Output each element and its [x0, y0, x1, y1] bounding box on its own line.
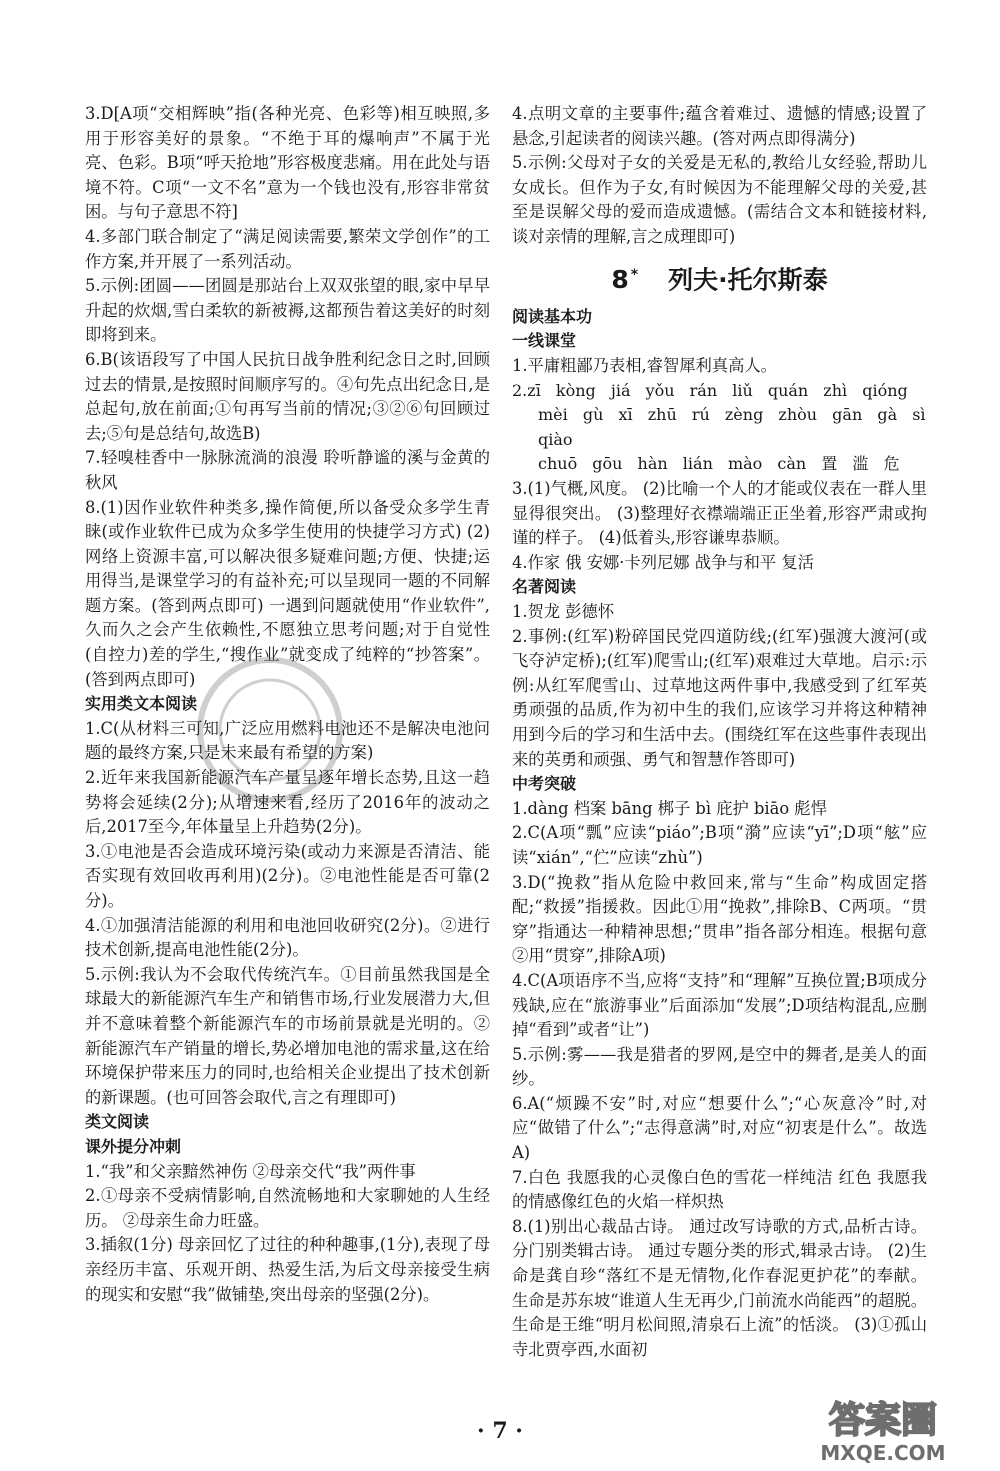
answer-item: 4.作家 俄 安娜·卡列尼娜 战争与和平 复活: [512, 552, 814, 572]
answer-item: 1.平庸粗鄙乃表相,睿智犀利真高人。: [512, 356, 777, 376]
section-heading: 阅读基本功: [512, 306, 593, 326]
answer-item: 2.事例:(红军)粉碎国民党四道防线;(红军)强渡大渡河(或飞夺泸定桥);(红军)爬雪山;(红军)艰难过大草地。启示:示例:从红军爬雪山、过草地这两件事中,我感受到了红军英勇顽强的品质,作为初中生的我们,应该学习并将这种精神用到今后的学习和生活中去。(围绕红军在这些事件表现出来的英勇和顽强、勇气和智慧作答即可): [512, 626, 927, 769]
answer-item: 1.C(从材料三可知,广泛应用燃料电池还不是解决电池问题的最终方案,只是未来最有希望的方案): [85, 718, 490, 763]
answer-item: 5.示例:父母对子女的关爱是无私的,教给儿女经验,帮助儿女成长。但作为子女,有时候因为不能理解父母的关爱,甚至是误解父母的爱而造成遗憾。(需结合文本和链接材料,谈对亲情的理解,言之成理即可): [512, 153, 927, 246]
chapter-title: 列夫·托尔斯泰: [668, 264, 828, 294]
answer-item: 6.A(“烦躁不安”时,对应“想要什么”;“心灰意冷”时,对应“做错了什么”;“志得意满”时,对应“初衷是什么”。故选A): [512, 1093, 927, 1163]
answer-item: 2.C(A项“瓢”应读“piáo”;B项“漪”应读“yī”;D项“舷”应读“xián”,“伫”应读“zhù”): [512, 823, 927, 867]
chapter-number: 8: [611, 264, 629, 294]
section-heading: 类文阅读: [85, 1112, 150, 1132]
watermark-logo-icon: [788, 1392, 978, 1468]
answer-item: 3.D(“挽救”指从危险中救回来,常与“生命”构成固定搭配;“救援”指援救。因此①用“挽救”,排除B、C两项。“贯穿”指通达一种精神思想;“贯串”指各部分相连。根据句意②用“贯穿”,排除A项): [512, 872, 927, 966]
pinyin-line: mèi gù xī zhū rú zèng zhòu gān gà sì qiào: [538, 405, 926, 449]
watermark-stamp-icon: [190, 650, 350, 810]
watermark-url-text: MXQE.COM: [820, 1441, 946, 1465]
answer-item: 4.①加强清洁能源的利用和电池回收研究(2分)。②进行技术创新,提高电池性能(2分)。: [85, 915, 490, 960]
chapter-heading: [512, 260, 927, 295]
answer-item: 5.示例:团圆——团圆是那站台上双双张望的眼,家中早早升起的炊烟,雪白柔软的新被褥,这都预告着这美好的时刻即将到来。: [85, 276, 490, 345]
answer-item: 6.B(该语段写了中国人民抗日战争胜利纪念日之时,回顾过去的情景,是按照时间顺序写的。④句先点出纪念日,是总起句,放在前面;①句再写当前的情况;③②⑥句回顾过去;⑤句是总结句,故选B): [85, 349, 490, 443]
answer-item: 5.示例:我认为不会取代传统汽车。①目前虽然我国是全球最大的新能源汽车生产和销售市场,行业发展潜力大,但并不意味着整个新能源汽车的市场前景就是光明的。②新能源汽车产销量的增长,势必增加电池的需求量,这在给环境保护带来压力的同时,也给相关企业提出了技术创新的新课题。(也可回答会取代,言之有理即可): [85, 964, 490, 1107]
answer-item: 3.①电池是否会造成环境污染(或动力来源是否清洁、能否实现有效回收再利用)(2分)。②电池性能是否可靠(2分)。: [85, 841, 490, 910]
answer-item: 8.(1)因作业软件种类多,操作简便,所以备受众多学生青睐(或作业软件已成为众多学生使用的快捷学习方式) (2)网络上资源丰富,可以解决很多疑难问题;方便、快捷;运用得当,是课堂学习的有益补充;可以呈现同一题的不同解题方案。(答到两点即可) 一遇到问题就使用“作业软件”,久而久之会产生依赖性,不愿独立思考问题;对于自觉性(自控力)差的学生,“搜作业”就变成了纯粹的“抄答案”。(答到两点即可): [85, 497, 490, 689]
answer-item: 3.D[A项“交相辉映”指(各种光亮、色彩等)相互映照,多用于形容美好的景象。“不绝于耳的爆响声”不属于光亮、色彩。B项“呼天抢地”形容极度悲痛。用在此处与语境不符。C项“一文不名”意为一个钱也没有,形容非常贫困。与句子意思不符]: [85, 104, 490, 222]
right-column-bottom: [512, 305, 927, 1363]
section-heading: 课外提分冲刺: [85, 1136, 182, 1156]
watermark-logo-text: 答案圈: [828, 1400, 938, 1441]
section-heading: 中考突破: [512, 774, 577, 794]
right-column: [512, 102, 927, 1362]
answer-item: 4.C(A项语序不当,应将“支持”和“理解”互换位置;B项成分残缺,应在“旅游事业”后面添加“发展”;D项结构混乱,应删掉“看到”或者“让”): [512, 970, 927, 1040]
right-column-top: [512, 102, 927, 250]
answer-item: 3.(1)气概,风度。 (2)比喻一个人的才能或仪表在一群人里显得很突出。 (3)整理好衣襟端端正正坐着,形容严肃或拘谨的样子。 (4)低着头,形容谦卑恭顺。: [512, 479, 927, 548]
answer-item: 8.(1)别出心裁品古诗。 通过改写诗歌的方式,品析古诗。 分门别类辑古诗。 通过专题分类的形式,辑录古诗。 (2)生命是龚自珍“落红不是无情物,化作春泥更护花”的奉献。 生命是苏东坡“谁道人生无再少,门前流水尚能西”的超脱。 生命是王维“明月松间照,清泉石上流”的恬淡。 (3)①孤山寺北贾亭西,水面初: [512, 1216, 927, 1359]
answer-item: 7.轻嗅桂香中一脉脉流淌的浪漫 聆听静谧的溪与金黄的秋风: [85, 448, 490, 492]
answer-item: 1.“我”和父亲黯然神伤 ②母亲交代“我”两件事: [85, 1161, 416, 1181]
answer-item: 2.近年来我国新能源汽车产量呈逐年增长态势,且这一趋势将会延续(2分);从增速来看,经历了2016年的波动之后,2017至今,年体量呈上升趋势(2分)。: [85, 768, 490, 837]
answer-item: 2.①母亲不受病情影响,自然流畅地和大家聊她的人生经历。 ②母亲生命力旺盛。: [85, 1186, 490, 1230]
pinyin-line: chuō gōu hàn lián mào càn 置 滥 危: [538, 454, 900, 474]
answer-item: 3.插叙(1分) 母亲回忆了过往的种种趣事,(1分),表现了母亲经历丰富、乐观开朗、热爱生活,为后文母亲接受生病的现实和安慰“我”做铺垫,突出母亲的坚强(2分)。: [85, 1235, 490, 1304]
answer-item: 1.贺龙 彭德怀: [512, 602, 615, 622]
section-heading: 实用类文本阅读: [85, 694, 198, 714]
answer-item: 5.示例:雾——我是猎者的罗网,是空中的舞者,是美人的面纱。: [512, 1044, 927, 1089]
page-number: · 7 ·: [477, 1418, 523, 1444]
section-heading: 一线课堂: [512, 331, 577, 351]
answer-item: 7.白色 我愿我的心灵像白色的雪花一样纯洁 红色 我愿我的情感像红色的火焰一样炽热: [512, 1167, 927, 1212]
pinyin-line: 2.zī kòng jiá yǒu rán liǔ quán zhì qióng: [512, 380, 908, 400]
chapter-star: *: [630, 266, 639, 283]
answer-item: 4.多部门联合制定了“满足阅读需要,繁荣文学创作”的工作方案,并开展了一系列活动。: [85, 226, 490, 271]
answer-item: 4.点明文章的主要事件;蕴含着难过、遗憾的情感;设置了悬念,引起读者的阅读兴趣。(答对两点即得满分): [512, 104, 927, 148]
section-heading: 名著阅读: [512, 577, 577, 597]
answer-item: 1.dàng 档案 bāng 梆子 bì 庇护 biāo 彪悍: [512, 798, 827, 818]
